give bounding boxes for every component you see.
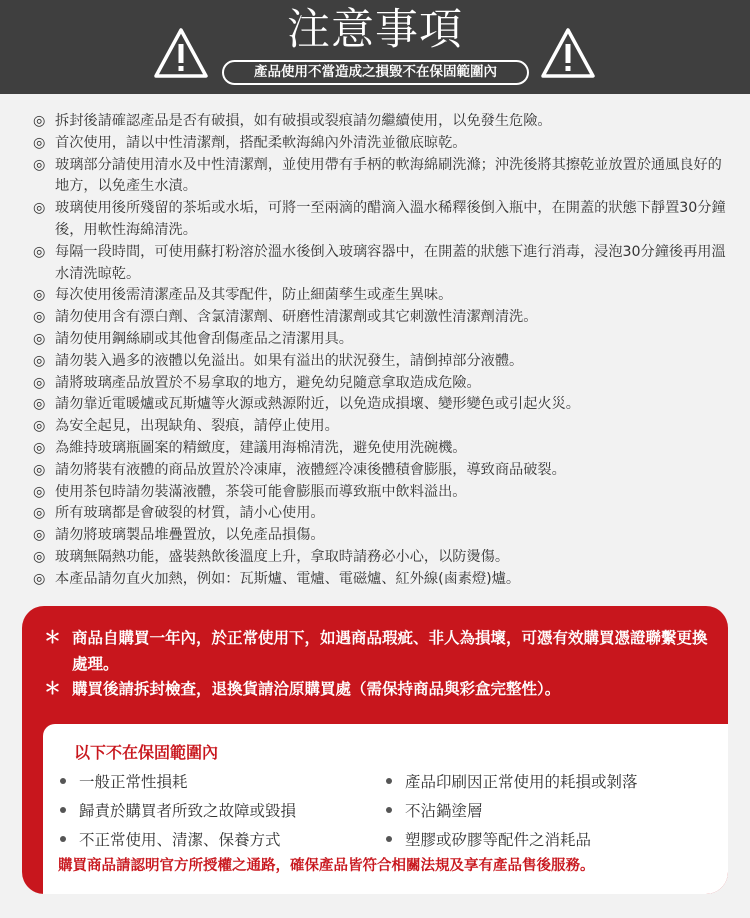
circle-bullet: ◎ (33, 418, 46, 435)
page-subtitle: 產品使用不當造成之損毀不在保固範圍內 (222, 60, 529, 85)
circle-bullet: ◎ (33, 439, 46, 456)
notice-item: ◎ 玻璃使用後所殘留的茶垢或水垢，可將一至兩滴的醋滴入溫水稀釋後倒入瓶中，在開蓋的狀態下靜置30分鐘後，用軟性海綿清洗。 (33, 200, 726, 238)
notice-item: ◎ 本產品請勿直火加熱，例如：瓦斯爐、電爐、電磁爐、紅外線(鹵素燈)爐。 (33, 569, 733, 591)
notice-item: ◎ 請勿使用鋼絲刷或其他會刮傷產品之清潔用具。 (33, 329, 733, 351)
dot-bullet (386, 836, 392, 842)
circle-bullet: ◎ (33, 570, 46, 587)
exclusions-left-list (60, 768, 296, 855)
circle-bullet: ◎ (33, 505, 46, 522)
notice-item: ◎ 每隔一段時間，可使用蘇打粉溶於溫水後倒入玻璃容器中，在開蓋的狀態下進行消毒，浸泡30分鐘後再用溫水清洗晾乾。 (33, 243, 726, 282)
exclusion-item: 產品印刷因正常使用的耗損或剝落 (386, 768, 638, 797)
circle-bullet: ◎ (33, 156, 46, 173)
circle-bullet: ◎ (33, 243, 46, 260)
notice-item: ◎ 每次使用後需清潔產品及其零配件，防止細菌孳生或產生異味。 (33, 285, 733, 307)
dot-bullet (60, 836, 66, 842)
notice-item: ◎ 請將玻璃產品放置於不易拿取的地方，避免幼兒隨意拿取造成危險。 (33, 373, 733, 395)
page-title: 注意事項 (287, 5, 463, 55)
circle-bullet: ◎ (33, 548, 46, 565)
circle-bullet: ◎ (33, 527, 46, 544)
footer-note: 購買商品請認明官方所授權之通路，確保產品皆符合相關法規及享有產品售後服務。 (58, 858, 595, 874)
circle-bullet: ◎ (33, 200, 46, 217)
warranty-line: ＊ 商品自購買一年內，於正常使用下，如遇商品瑕疵、非人為損壞，可憑有效購買憑證聯繫更換處理。 (44, 628, 708, 673)
exclusion-item: 不正常使用、清潔、保養方式 (60, 826, 296, 855)
notice-list (33, 111, 733, 591)
asterisk-bullet: ＊ (44, 679, 61, 699)
warranty-line: ＊ 購買後請拆封檢查，退換貨請洽原購買處（需保持商品與彩盒完整性）。 (44, 677, 716, 703)
dot-bullet (60, 778, 66, 784)
notice-item: ◎ 使用茶包時請勿裝滿液體，茶袋可能會膨脹而導致瓶中飲料溢出。 (33, 482, 733, 504)
dot-bullet (60, 807, 66, 813)
notice-item: ◎ 首次使用，請以中性清潔劑，搭配柔軟海綿內外清洗並徹底晾乾。 (33, 133, 733, 155)
asterisk-bullet: ＊ (44, 628, 61, 648)
notice-item: ◎ 拆封後請確認產品是否有破損，如有破損或裂痕請勿繼續使用，以免發生危險。 (33, 111, 733, 133)
circle-bullet: ◎ (33, 113, 46, 129)
exclusion-item: 一般正常性損耗 (60, 768, 296, 797)
exclusion-item: 不沾鍋塗層 (386, 797, 638, 826)
warranty-lines (44, 626, 716, 703)
notice-item: ◎ 請勿靠近電暖爐或瓦斯爐等火源或熱源附近，以免造成損壞、變形變色或引起火災。 (33, 394, 733, 416)
circle-bullet: ◎ (33, 483, 46, 500)
warning-triangle-icon (539, 26, 597, 80)
circle-bullet: ◎ (33, 309, 46, 326)
circle-bullet: ◎ (33, 287, 46, 304)
notice-item: ◎ 為安全起見，出現缺角、裂痕，請停止使用。 (33, 416, 733, 438)
warning-triangle-icon (152, 26, 210, 80)
notice-item: ◎ 為維持玻璃瓶圖案的精緻度，建議用海棉清洗，避免使用洗碗機。 (33, 438, 733, 460)
exclusion-item: 歸責於購買者所致之故障或毀損 (60, 797, 296, 826)
exclusion-item: 塑膠或矽膠等配件之消耗品 (386, 826, 638, 855)
circle-bullet: ◎ (33, 134, 46, 151)
exclusions-title: 以下不在保固範圍內 (74, 743, 219, 762)
notice-item: ◎ 請勿將裝有液體的商品放置於冷凍庫，液體經冷凍後體積會膨脹，導致商品破裂。 (33, 460, 733, 482)
notice-item: ◎ 請勿使用含有漂白劑、含氯清潔劑、研磨性清潔劑或其它刺激性清潔劑清洗。 (33, 307, 733, 329)
circle-bullet: ◎ (33, 461, 46, 478)
dot-bullet (386, 778, 392, 784)
dot-bullet (386, 807, 392, 813)
notice-item: ◎ 所有玻璃都是會破裂的材質，請小心使用。 (33, 503, 733, 525)
notice-item: ◎ 請勿裝入過多的液體以免溢出。如果有溢出的狀況發生，請倒掉部分液體。 (33, 351, 733, 373)
circle-bullet: ◎ (33, 396, 46, 413)
exclusions-right-list (386, 768, 638, 855)
circle-bullet: ◎ (33, 374, 46, 391)
notice-item: ◎ 玻璃無隔熱功能，盛裝熱飲後溫度上升，拿取時請務必小心，以防燙傷。 (33, 547, 733, 569)
notice-item: ◎ 玻璃部分請使用清水及中性清潔劑，並使用帶有手柄的軟海綿刷洗滌；沖洗後將其擦乾並放置於通風良好的地方，以免產生水漬。 (33, 156, 722, 195)
notice-item: ◎ 請勿將玻璃製品堆疊置放，以免產品損傷。 (33, 525, 733, 547)
circle-bullet: ◎ (33, 352, 46, 369)
header-banner (0, 0, 750, 94)
circle-bullet: ◎ (33, 330, 46, 347)
